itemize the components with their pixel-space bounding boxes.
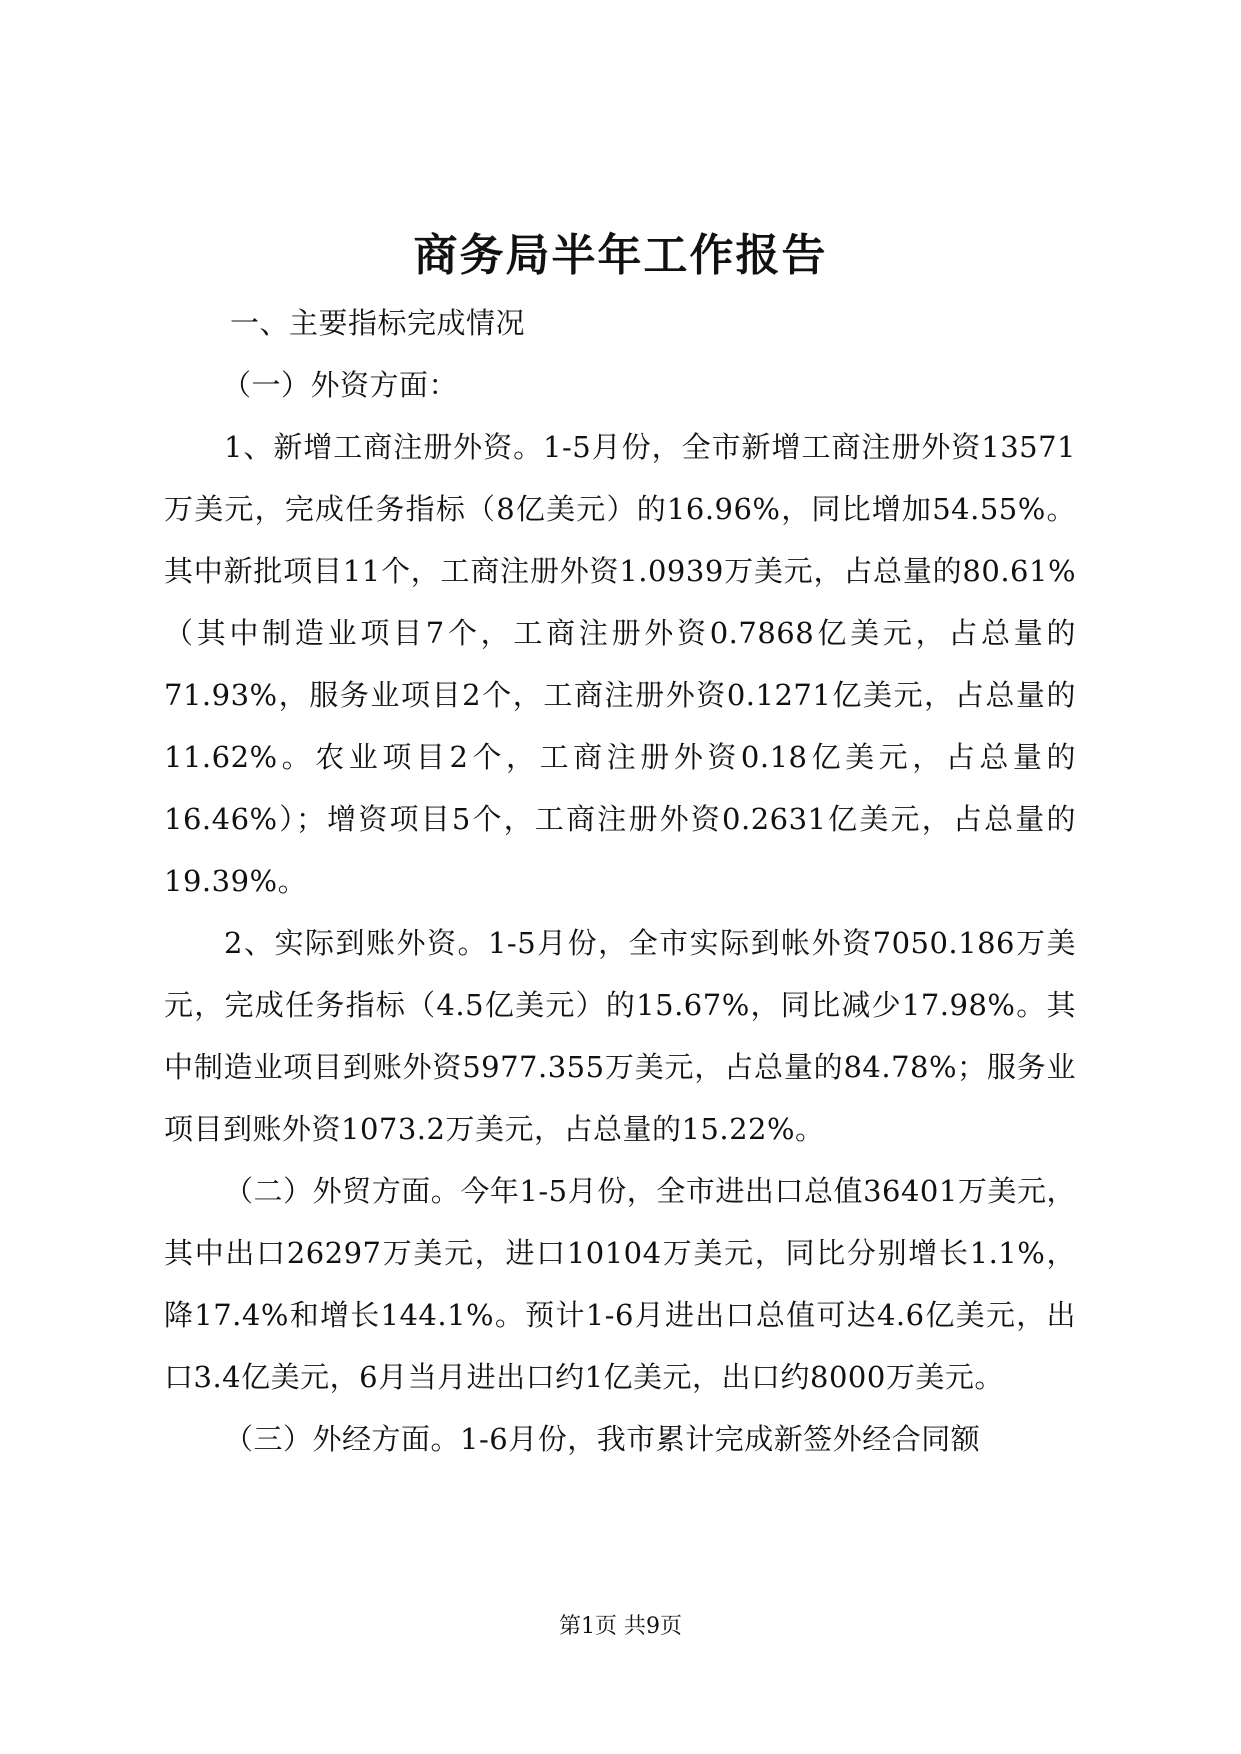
- page-number: 第1页 共9页: [559, 1614, 682, 1639]
- document-title: 商务局半年工作报告: [413, 230, 828, 281]
- document-body: [164, 292, 1076, 1470]
- subsection-heading: （一）外资方面：: [222, 368, 459, 402]
- paragraph-foreign-economic-cooperation: （三）外经方面。1-6月份，我市累计完成新签外经合同额: [224, 1422, 981, 1456]
- paragraph-registered-foreign-capital: 1、新增工商注册外资。1-5月份，全市新增工商注册外资13571万美元，完成任务指标（8亿美元）的16.96%，同比增加54.55%。其中新批项目11个，工商注册外资1.0939万美元，占总量的80.61%（其中制造业项目7个，工商注册外资0.7868亿美元，占总量的71.93%，服务业项目2个，工商注册外资0.1271亿美元，占总量的11.62%。农业项目2个，工商注册外资0.18亿美元，占总量的16.46%）；增资项目5个，工商注册外资0.2631亿美元，占总量的19.39%。: [164, 430, 1076, 898]
- section-heading: 一、主要指标完成情况: [230, 306, 526, 340]
- paragraph-actual-foreign-capital: 2、实际到账外资。1-5月份，全市实际到帐外资7050.186万美元，完成任务指标（4.5亿美元）的15.67%，同比减少17.98%。其中制造业项目到账外资5977.355万美元，占总量的84.78%；服务业项目到账外资1073.2万美元，占总量的15.22%。: [164, 926, 1076, 1146]
- paragraph-foreign-trade: （二）外贸方面。今年1-5月份，全市进出口总值36401万美元，其中出口26297万美元，进口10104万美元，同比分别增长1.1%，降17.4%和增长144.1%。预计1-6月进出口总值可达4.6亿美元，出口3.4亿美元，6月当月进出口约1亿美元，出口约8000万美元。: [164, 1174, 1076, 1394]
